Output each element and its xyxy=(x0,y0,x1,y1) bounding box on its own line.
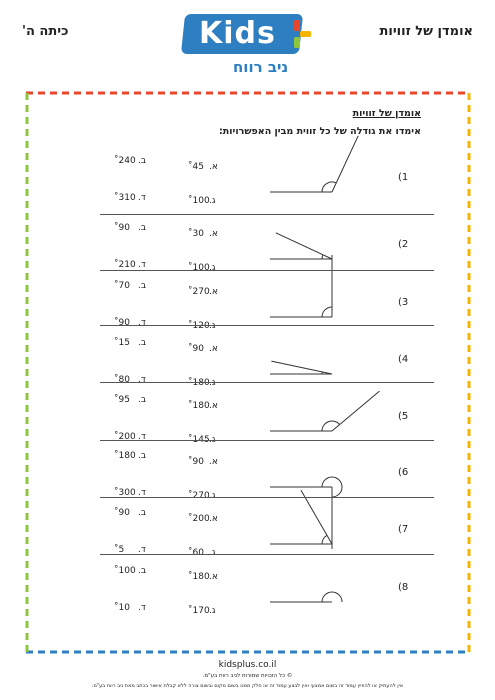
option-value-d: 300˚ xyxy=(114,488,136,498)
angle-ray xyxy=(271,361,332,374)
option-label-c: ג. xyxy=(209,263,216,273)
question-number: 1) xyxy=(398,172,409,183)
option-label-b: ב. xyxy=(138,156,147,166)
logo-subtitle: ניב רווח xyxy=(233,58,289,76)
row-separator xyxy=(100,382,434,383)
row-separator xyxy=(100,325,434,326)
option-value-d: 80˚ xyxy=(114,375,130,385)
option-value-d: 310˚ xyxy=(114,193,136,203)
option-value-b: 15˚ xyxy=(114,338,130,348)
option-label-a: א. xyxy=(209,401,218,411)
option-label-b: ב. xyxy=(138,223,147,233)
option-value-a: 30˚ xyxy=(188,229,204,239)
option-label-a: א. xyxy=(209,572,218,582)
option-label-b: ב. xyxy=(138,566,147,576)
logo-brand: Kids xyxy=(199,16,276,51)
option-value-b: 100˚ xyxy=(114,566,136,576)
question-number: 6) xyxy=(398,467,409,478)
option-value-b: 95˚ xyxy=(114,395,130,405)
angle-ray xyxy=(276,233,332,259)
option-label-c: ג. xyxy=(209,378,216,388)
option-value-a: 90˚ xyxy=(188,344,204,354)
logo-plus-icon xyxy=(283,20,311,48)
question-number: 7) xyxy=(398,524,409,535)
angle-figure xyxy=(262,145,362,215)
row-separator xyxy=(100,554,434,555)
angle-ray xyxy=(332,391,379,431)
option-label-d: ד. xyxy=(138,260,146,270)
option-value-c: 120˚ xyxy=(188,321,210,331)
question-number: 3) xyxy=(398,297,409,308)
option-value-d: 5˚ xyxy=(114,545,125,555)
angle-ray xyxy=(301,490,332,544)
option-value-c: 60˚ xyxy=(188,548,204,558)
kidsplus-logo[interactable] xyxy=(183,14,313,80)
grade-label: כיתה ה' xyxy=(22,24,69,39)
option-label-a: א. xyxy=(209,457,218,467)
option-label-a: א. xyxy=(209,229,218,239)
angle-ray xyxy=(332,136,358,192)
option-label-d: ד. xyxy=(138,193,146,203)
angle-arc xyxy=(322,535,327,544)
option-label-b: ב. xyxy=(138,281,147,291)
option-label-c: ג. xyxy=(209,491,216,501)
option-label-d: ד. xyxy=(138,488,146,498)
question-number: 2) xyxy=(398,239,409,250)
option-label-a: א. xyxy=(209,514,218,524)
option-label-b: ב. xyxy=(138,451,147,461)
option-value-b: 70˚ xyxy=(114,281,130,291)
option-value-b: 180˚ xyxy=(114,451,136,461)
option-value-a: 45˚ xyxy=(188,162,204,172)
option-value-b: 90˚ xyxy=(114,223,130,233)
option-label-a: א. xyxy=(209,344,218,354)
option-value-c: 270˚ xyxy=(188,491,210,501)
option-value-c: 100˚ xyxy=(188,196,210,206)
row-separator xyxy=(100,270,434,271)
option-value-a: 180˚ xyxy=(188,401,210,411)
option-value-d: 10˚ xyxy=(114,603,130,613)
option-value-b: 240˚ xyxy=(114,156,136,166)
option-value-a: 270˚ xyxy=(188,287,210,297)
option-label-a: א. xyxy=(209,287,218,297)
angle-figure xyxy=(262,555,362,625)
footer-url[interactable]: kidsplus.co.il xyxy=(218,660,277,670)
option-label-c: ג. xyxy=(209,548,216,558)
option-value-b: 90˚ xyxy=(114,508,130,518)
angle-arc xyxy=(322,421,340,431)
option-label-a: א. xyxy=(209,162,218,172)
option-value-c: 145˚ xyxy=(188,435,210,445)
option-value-a: 180˚ xyxy=(188,572,210,582)
option-value-c: 100˚ xyxy=(188,263,210,273)
option-label-b: ב. xyxy=(138,338,147,348)
angle-arc xyxy=(322,592,342,602)
worksheet-instruction: אימדו את גודלה של כל זווית מבין האפשרויות: xyxy=(219,126,421,137)
row-separator xyxy=(100,440,434,441)
option-value-c: 180˚ xyxy=(188,378,210,388)
worksheet-title: אומדן של זוויות xyxy=(352,108,421,119)
option-label-d: ד. xyxy=(138,603,146,613)
option-label-c: ג. xyxy=(209,196,216,206)
option-value-d: 200˚ xyxy=(114,432,136,442)
option-value-c: 170˚ xyxy=(188,606,210,616)
row-separator xyxy=(100,214,434,215)
option-label-c: ג. xyxy=(209,606,216,616)
option-label-b: ב. xyxy=(138,395,147,405)
question-number: 8) xyxy=(398,582,409,593)
question-number: 5) xyxy=(398,411,409,422)
option-label-c: ג. xyxy=(209,435,216,445)
footer-notice: אין להעתיק או להפיץ עמוד זה בשום אמצעי ואין לבצע עמוד זה או חלק ממנו בשום מקום ובשום צורה ללא קבלת אישור בכתב מאת ניב רווח בע"מ. xyxy=(91,683,404,689)
option-label-d: ד. xyxy=(138,432,146,442)
option-value-d: 90˚ xyxy=(114,318,130,328)
option-label-d: ד. xyxy=(138,318,146,328)
option-value-d: 210˚ xyxy=(114,260,136,270)
angle-arc xyxy=(322,255,323,259)
option-label-d: ד. xyxy=(138,375,146,385)
row-separator xyxy=(100,497,434,498)
option-value-a: 200˚ xyxy=(188,514,210,524)
option-label-c: ג. xyxy=(209,321,216,331)
page-header-title: אומדן של זוויות xyxy=(379,24,473,39)
question-number: 4) xyxy=(398,354,409,365)
footer-copyright: © כל הזכויות שמורות לניב רווח בע"מ. xyxy=(202,673,293,679)
option-label-d: ד. xyxy=(138,545,146,555)
option-value-a: 90˚ xyxy=(188,457,204,467)
option-label-b: ב. xyxy=(138,508,147,518)
angle-arc xyxy=(322,307,332,317)
